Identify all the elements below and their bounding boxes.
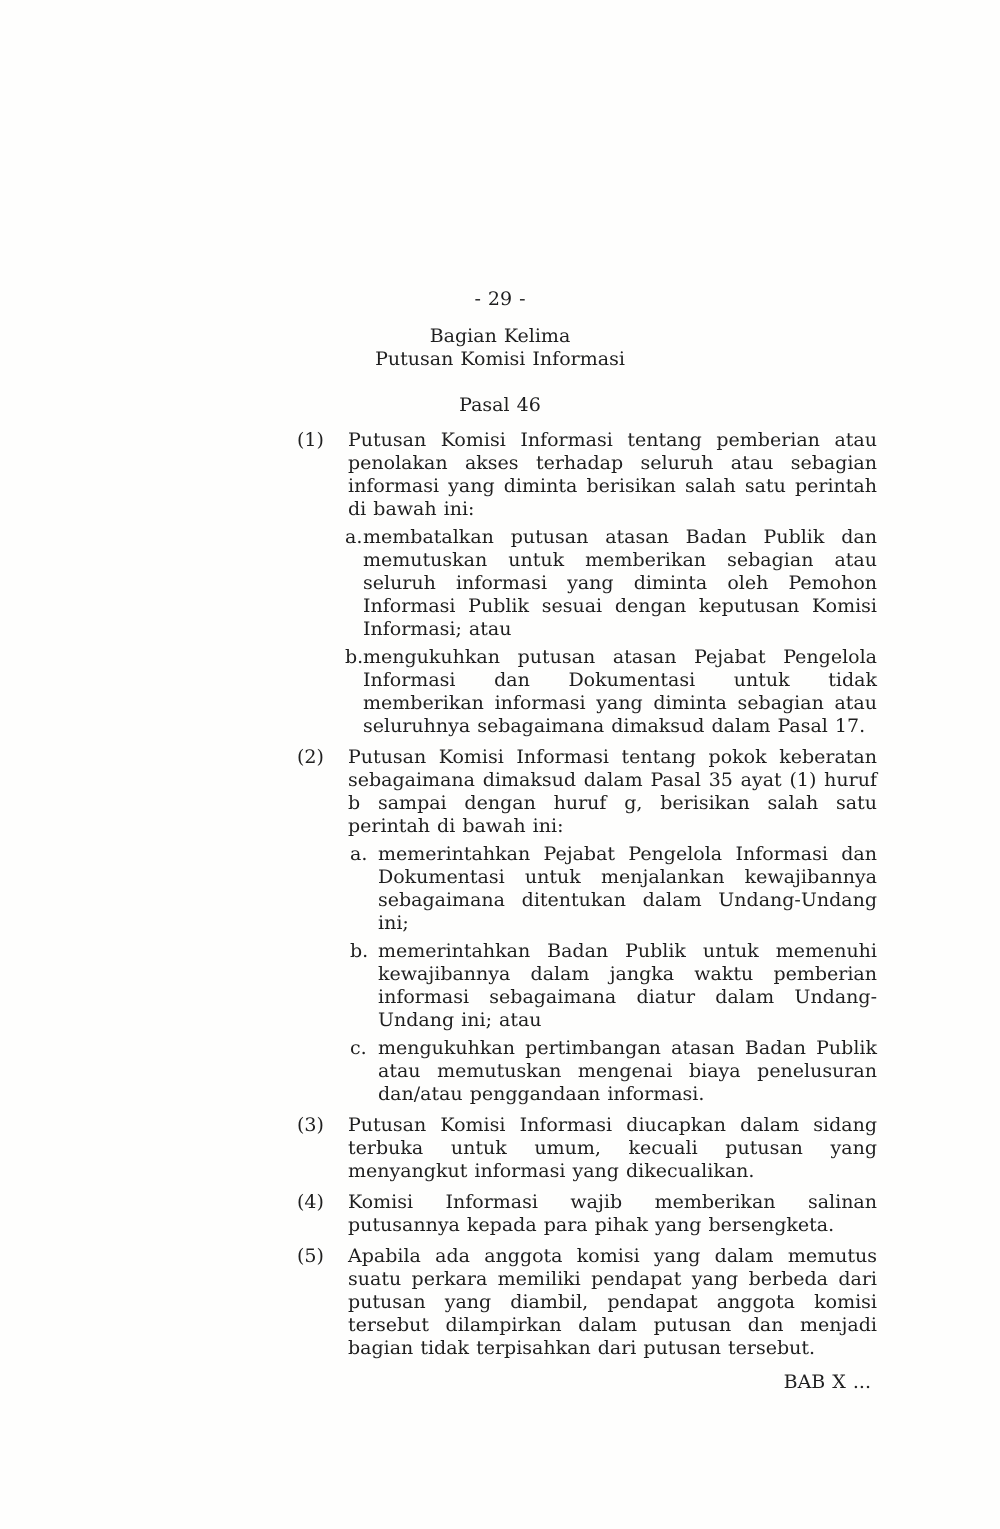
sublist-item-1 <box>345 526 877 738</box>
article-body <box>297 429 877 1360</box>
sublist-item-2 <box>348 843 877 1106</box>
subitem-marker: a. <box>350 843 368 865</box>
item-marker: (2) <box>297 746 324 768</box>
item-text: Putusan Komisi Informasi diucapkan dalam sidang terbuka untuk umum, kecuali putusan yang menyangkut informasi yang dikecualikan. <box>348 1114 877 1182</box>
section-heading <box>0 325 1000 371</box>
list-subitem-2b <box>347 940 877 1032</box>
subitem-marker: a. <box>345 526 363 548</box>
subitem-marker: b. <box>350 940 369 962</box>
subitem-marker: b. <box>345 646 364 668</box>
list-item-3 <box>297 1114 877 1183</box>
subitem-text: mengukuhkan putusan atasan Pejabat Pengelola Informasi dan Dokumentasi untuk tidak memberikan informasi yang diminta sebagian atau seluruhnya sebagaimana dimaksud dalam Pasal 17. <box>363 646 877 737</box>
subitem-text: memerintahkan Badan Publik untuk memenuhi kewajibannya dalam jangka waktu pemberian informasi sebagaimana diatur dalam Undang-Undang ini; atau <box>378 940 877 1031</box>
item-marker: (4) <box>297 1191 324 1213</box>
item-marker: (1) <box>297 429 324 451</box>
item-text: Apabila ada anggota komisi yang dalam memutus suatu perkara memiliki pendapat yang berbeda dari putusan yang diambil, pendapat anggota komisi tersebut dilampirkan dalam putusan dan menjadi bagian tidak terpisahkan dari putusan tersebut. <box>348 1245 877 1359</box>
section-heading-title: Bagian Kelima <box>429 325 571 347</box>
list-item-4 <box>297 1191 877 1237</box>
subitem-text: mengukuhkan pertimbangan atasan Badan Publik atau memutuskan mengenai biaya penelusuran dan/atau penggandaan informasi. <box>378 1037 877 1105</box>
item-marker: (3) <box>297 1114 324 1136</box>
page-number: - 29 - <box>474 288 526 310</box>
item-text: Putusan Komisi Informasi tentang pemberian atau penolakan akses terhadap seluruh atau sebagian informasi yang diminta berisikan salah satu perintah di bawah ini: <box>348 429 877 520</box>
article-heading: Pasal 46 <box>459 394 541 416</box>
subitem-marker: c. <box>350 1037 367 1059</box>
list-subitem-2c <box>347 1037 877 1106</box>
list-item-1 <box>297 429 877 738</box>
list-subitem-1a <box>345 526 877 641</box>
item-marker: (5) <box>297 1245 324 1267</box>
section-heading-subtitle: Putusan Komisi Informasi <box>375 348 625 370</box>
item-text: Komisi Informasi wajib memberikan salinan putusannya kepada para pihak yang bersengketa. <box>348 1191 877 1236</box>
subitem-text: membatalkan putusan atasan Badan Publik dan memutuskan untuk memberikan sebagian atau seluruh informasi yang diminta oleh Pemohon Informasi Publik sesuai dengan keputusan Komisi Informasi; atau <box>363 526 877 640</box>
catchword: BAB X ... <box>783 1371 871 1393</box>
subitem-text: memerintahkan Pejabat Pengelola Informasi dan Dokumentasi untuk menjalankan kewajibannya sebagaimana ditentukan dalam Undang-Undang ini; <box>378 843 877 934</box>
list-subitem-2a <box>347 843 877 935</box>
list-subitem-1b <box>345 646 877 738</box>
list-item-5 <box>297 1245 877 1360</box>
item-text: Putusan Komisi Informasi tentang pokok keberatan sebagaimana dimaksud dalam Pasal 35 ayat (1) huruf b sampai dengan huruf g, berisikan salah satu perintah di bawah ini: <box>348 746 877 837</box>
list-item-2 <box>297 746 877 1106</box>
